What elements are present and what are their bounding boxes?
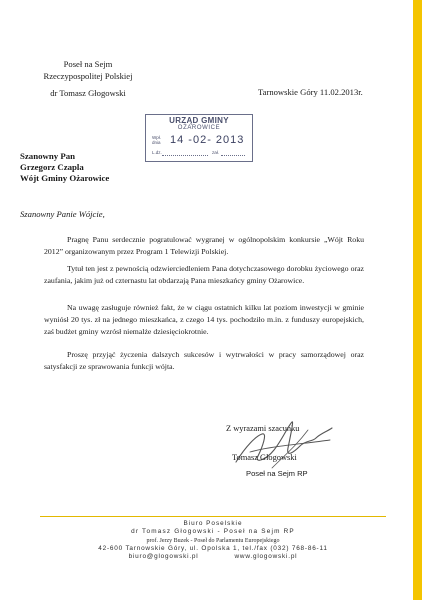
signatory-name: Tomasz Głogowski bbox=[232, 453, 297, 462]
body-paragraph-3: Na uwagę zasługuje również fakt, że w ciągu ostatnich kilku lat poziom inwestycji w gminie wyniósł 20 tys. zł na jednego mieszkańca, z czego 14 tys. pochodziło m.in. z funduszy europejskich, zaś budżet gminy wzrósł niemalże dziesięciokrotnie. bbox=[44, 303, 364, 337]
stamp-wpl-label: Wpł. bbox=[152, 135, 161, 140]
footer-contact bbox=[40, 553, 386, 561]
stamp-office-name: URZĄD GMINY bbox=[169, 116, 229, 125]
sender-name: dr Tomasz Głogowski bbox=[50, 88, 126, 98]
stamp-office-location: OŻAROWICE bbox=[177, 125, 221, 131]
footer-mp: dr Tomasz Głogowski - Poseł na Sejm RP bbox=[131, 528, 295, 535]
body-paragraph-4: Proszę przyjąć życzenia dalszych sukcesów i wytrwałości w pracy samorządowej oraz satysfakcji ze sprawowania funkcji wójta. bbox=[44, 350, 364, 372]
body-paragraph-2: Tytuł ten jest z pewnością odzwierciedleniem Pana dotychczasowego dorobku życiowego oraz zaufania, jakim już od czternastu lat obdarzają Pana mieszkańcy gminy Ożarowice. bbox=[44, 264, 364, 286]
footer-office: Biuro Poselskie bbox=[183, 520, 243, 527]
stamp-ldz-line bbox=[162, 155, 208, 156]
sender-title-line2: Rzeczypospolitej Polskiej bbox=[43, 71, 133, 81]
footer-address: 42-600 Tarnowskie Góry, ul. Opolska 1, tel./fax (032) 768-86-11 bbox=[98, 545, 328, 552]
place-date: Tarnowskie Góry 11.02.2013r. bbox=[258, 87, 363, 97]
footer-website[interactable]: www.glogowski.pl bbox=[234, 553, 298, 560]
signatory-role: Poseł na Sejm RP bbox=[246, 469, 308, 478]
footer-divider bbox=[40, 516, 386, 517]
stamp-date: 14 -02- 2013 bbox=[170, 134, 245, 146]
closing-phrase: Z wyrazami szacunku bbox=[226, 424, 300, 433]
stamp-zal-label: zał. bbox=[212, 150, 220, 155]
stamp-ldz-label: L.dz. bbox=[152, 150, 162, 155]
recipient-name: Grzegorz Czapla bbox=[20, 162, 84, 172]
accent-bar bbox=[413, 0, 422, 600]
recipient-greeting: Szanowny Pan bbox=[20, 151, 75, 161]
recipient-title: Wójt Gminy Ożarowice bbox=[20, 173, 110, 183]
stamp-received-label bbox=[152, 135, 161, 145]
footer-mep: prof. Jerzy Buzek - Poseł do Parlamentu Europejskiego bbox=[146, 538, 280, 544]
sender-title-line1: Poseł na Sejm bbox=[63, 59, 113, 69]
footer-email[interactable]: biuro@glogowski.pl bbox=[128, 553, 199, 560]
body-paragraph-1: Pragnę Panu serdecznie pogratulować wygranej w ogólnopolskim konkursie „Wójt Roku 2012” organizowanym przez Program 1 Telewizji Polskiej. bbox=[44, 235, 364, 257]
stamp-zal-line bbox=[221, 155, 245, 156]
receipt-stamp bbox=[145, 114, 253, 162]
salutation: Szanowny Panie Wójcie, bbox=[20, 209, 105, 219]
stamp-dnia-label: dnia bbox=[152, 140, 161, 145]
